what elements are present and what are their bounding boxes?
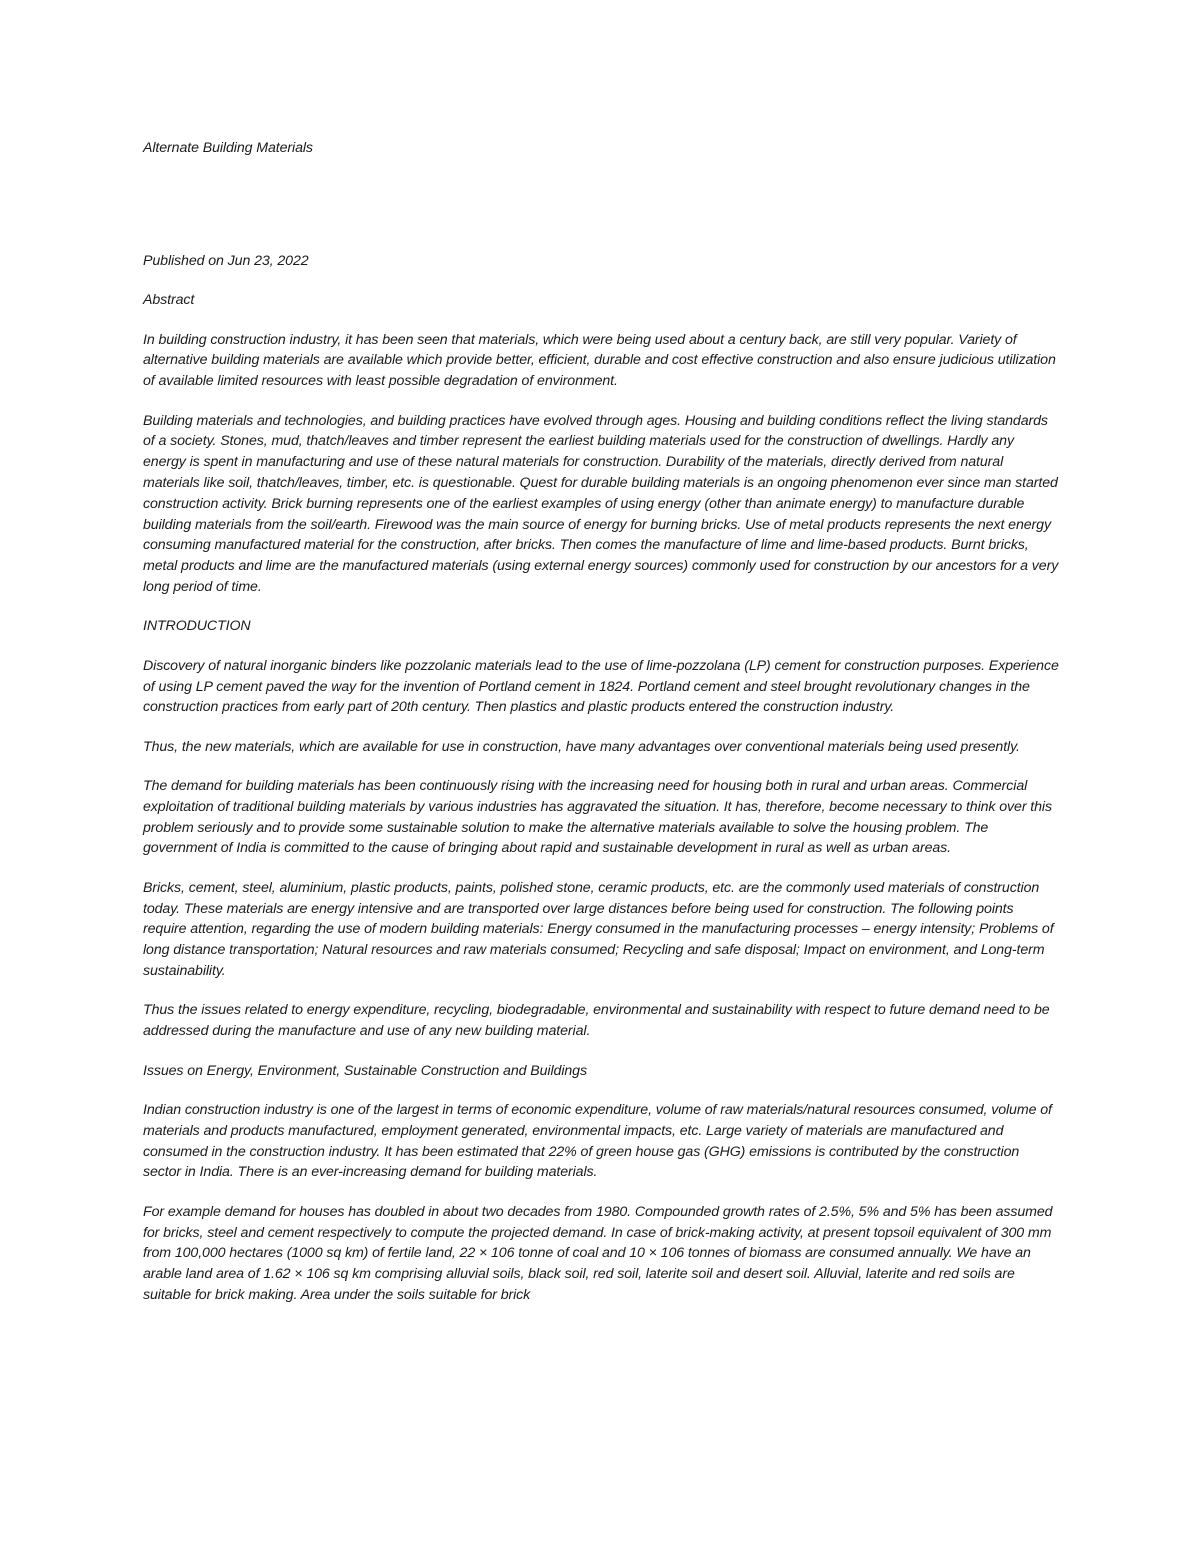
intro-paragraph: Bricks, cement, steel, aluminium, plastic products, paints, polished stone, ceramic products, etc. are the commonly used materials of construction today. These materials are energy intensive and are transported over large distances before being used for construction. The following points require attention, regarding the use of modern building materials: Energy consumed in the manufacturing processes – energy intensity; Problems of long distance transportation; Natural resources and raw materials consumed; Recycling and safe disposal; Impact on environment, and Long-term sustainability. <box>143 879 1054 980</box>
issues-heading: Issues on Energy, Environment, Sustainable Construction and Buildings <box>143 1062 587 1079</box>
abstract-paragraph: In building construction industry, it has been seen that materials, which were being used about a century back, are still very popular. Variety of alternative building materials are available which provide better, efficient, durable and cost effective construction and also ensure judicious utilization of available limited resources with least possible degradation of environment. <box>143 331 1056 390</box>
publish-date: Published on Jun 23, 2022 <box>143 252 309 269</box>
issues-paragraph: For example demand for houses has doubled in about two decades from 1980. Compounded growth rates of 2.5%, 5% and 5% has been assumed for bricks, steel and cement respectively to compute the projected demand. In case of brick-making activity, at present topsoil equivalent of 300 mm from 100,000 hectares (1000 sq km) of fertile land, 22 × 106 tonne of coal and 10 × 106 tonnes of biomass are consumed annually. We have an arable land area of 1.62 × 106 sq km comprising alluvial soils, black soil, red soil, laterite soil and desert soil. Alluvial, laterite and red soils are suitable for brick making. Area under the soils suitable for brick <box>143 1203 1053 1303</box>
abstract-heading: Abstract <box>143 292 195 309</box>
intro-paragraph: Thus the issues related to energy expenditure, recycling, biodegradable, environmental and sustainability with respect to future demand need to be addressed during the manufacture and use of any new building material. <box>143 1002 1050 1040</box>
introduction-heading: INTRODUCTION <box>143 618 251 635</box>
intro-paragraph: Discovery of natural inorganic binders like pozzolanic materials lead to the use of lime-pozzolana (LP) cement for construction purposes. Experience of using LP cement paved the way for the invention of Portland cement in 1824. Portland cement and steel brought revolutionary changes in the construction practices from early part of 20th century. Then plastics and plastic products entered the construction industry. <box>143 657 1059 716</box>
intro-paragraph: The demand for building materials has been continuously rising with the increasing need for housing both in rural and urban areas. Commercial exploitation of traditional building materials by various industries has aggravated the situation. It has, therefore, become necessary to think over this problem seriously and to provide some sustainable solution to make the alternative materials available to solve the housing problem. The government of India is committed to the cause of bringing about rapid and sustainable development in rural as well as urban areas. <box>143 778 1052 857</box>
intro-paragraph: Thus, the new materials, which are available for use in construction, have many advantages over conventional materials being used presently. <box>143 738 1020 755</box>
abstract-paragraph: Building materials and technologies, and building practices have evolved through ages. Housing and building conditions reflect the living standards of a society. Stones, mud, thatch/leaves and timber represent the earliest building materials used for the construction of dwellings. Hardly any energy is spent in manufacturing and use of these natural materials for construction. Durability of the materials, directly derived from natural materials like soil, thatch/leaves, timber, etc. is questionable. Quest for durable building materials is an ongoing phenomenon ever since man started construction activity. Brick burning represents one of the earliest examples of using energy (other than animate energy) to manufacture durable building materials from the soil/earth. Firewood was the main source of energy for burning bricks. Use of metal products represents the next energy consuming manufactured material for the construction, after bricks. Then comes the manufacture of lime and lime-based products. Burnt bricks, metal products and lime are the manufactured materials (using external energy sources) commonly used for construction by our ancestors for a very long period of time. <box>143 412 1059 595</box>
issues-paragraph: Indian construction industry is one of the largest in terms of economic expenditure, volume of raw materials/natural resources consumed, volume of materials and products manufactured, employment generated, environmental impacts, etc. Large variety of materials are manufactured and consumed in the construction industry. It has been estimated that 22% of green house gas (GHG) emissions is contributed by the construction sector in India. There is an ever-increasing demand for building materials. <box>143 1102 1052 1181</box>
document-body <box>143 138 1059 1324</box>
document-title: Alternate Building Materials <box>143 140 313 156</box>
